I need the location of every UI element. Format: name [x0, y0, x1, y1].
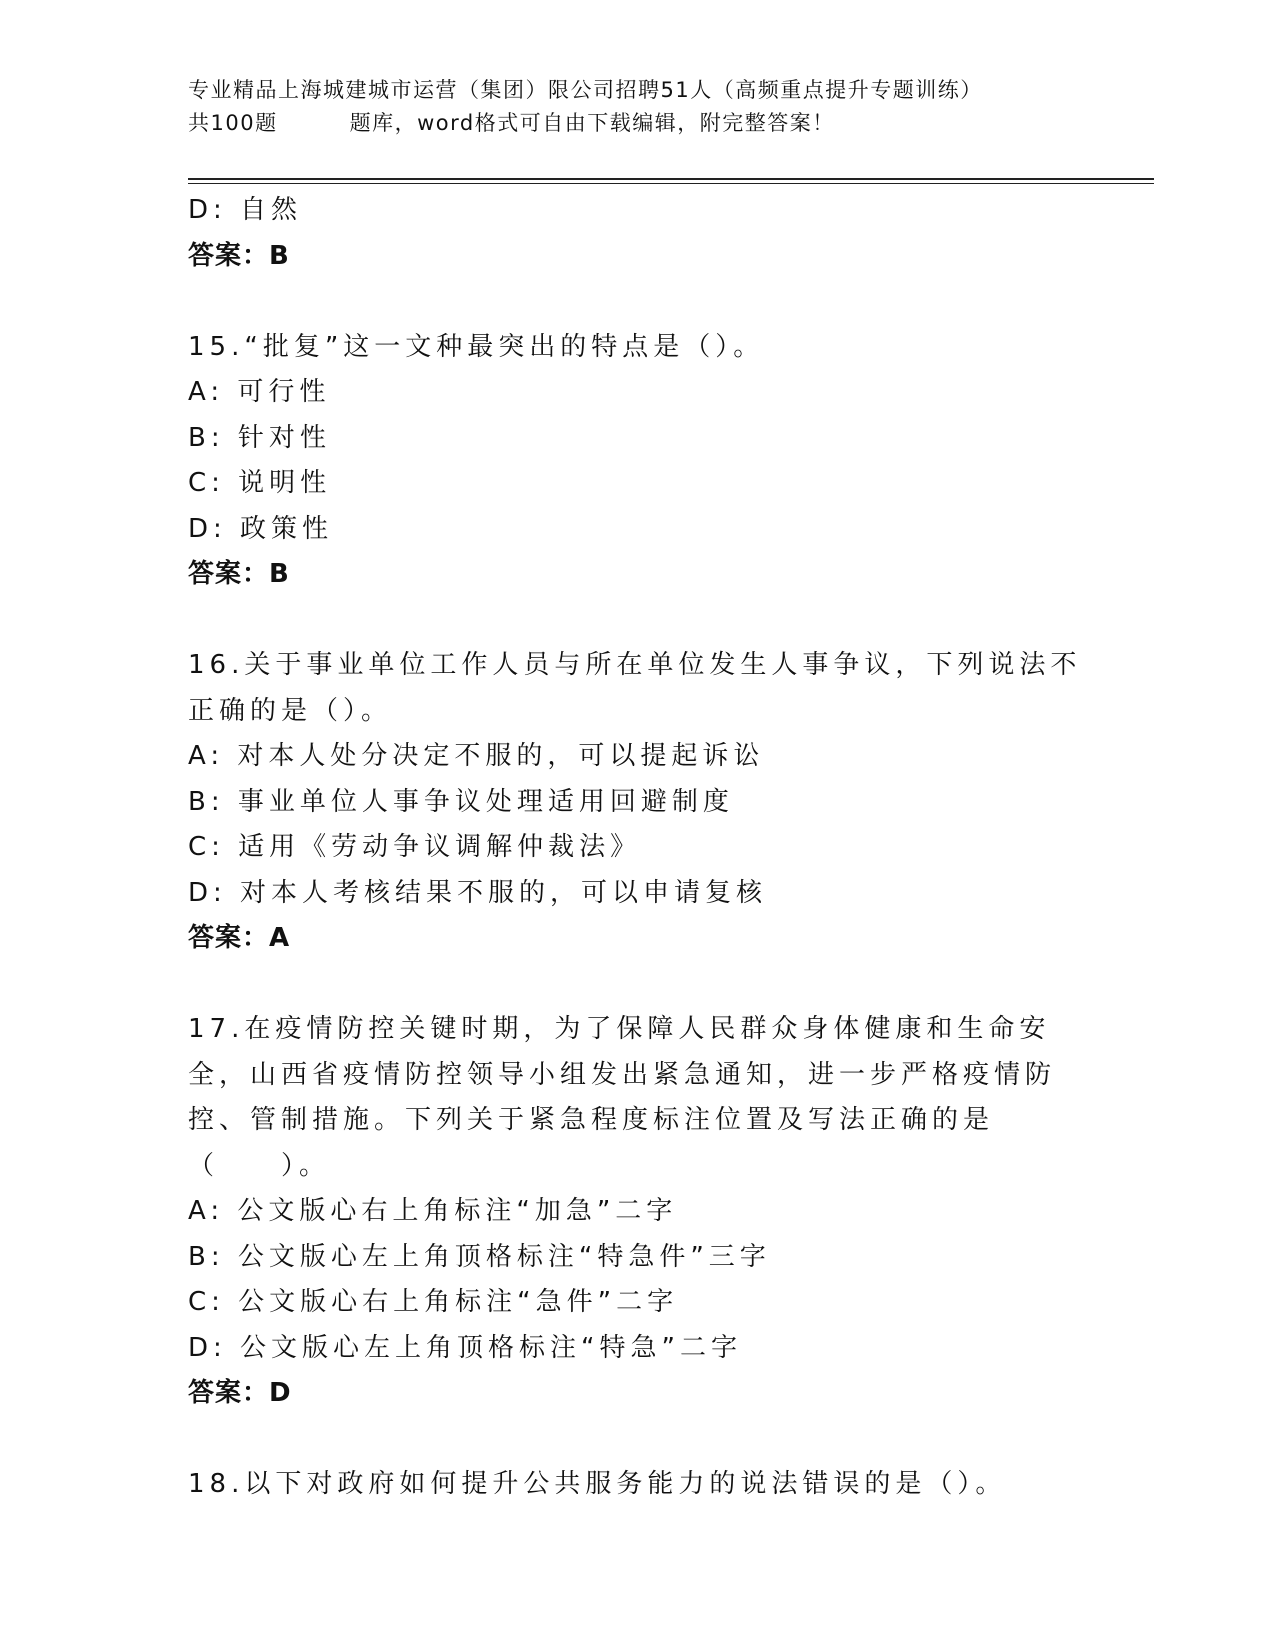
header-rule-thick	[188, 178, 1154, 180]
question-16-option-a: A: 对本人处分决定不服的，可以提起诉讼	[188, 741, 765, 771]
question-16-answer: 答案：A	[188, 923, 291, 953]
question-16-option-b: B: 事业单位人事争议处理适用回避制度	[188, 786, 734, 817]
question-16-option-c: C: 适用《劳动争议调解仲裁法》	[188, 832, 642, 862]
question-18-text: 18.以下对政府如何提升公共服务能力的说法错误的是（）。	[188, 1469, 1007, 1499]
document-header	[188, 74, 1148, 140]
question-15	[188, 325, 1088, 598]
prev-answer: 答案：B	[188, 240, 290, 271]
question-15-option-d: D: 政策性	[188, 513, 334, 544]
question-15-option-b: B: 针对性	[188, 422, 331, 453]
question-list	[188, 188, 1088, 1508]
question-15-text: 15.“批复”这一文种最突出的特点是（）。	[188, 331, 765, 362]
question-18	[188, 1462, 1088, 1508]
header-subtitle-line	[188, 107, 1148, 140]
prev-option-d: D: 自然	[188, 195, 303, 225]
question-17	[188, 1007, 1088, 1417]
question-17-option-b: B: 公文版心左上角顶格标注“特急件”三字	[188, 1241, 771, 1272]
header-question-count: 共100题	[188, 111, 278, 135]
header-description: 题库，word格式可自由下载编辑，附完整答案！	[349, 111, 835, 135]
question-17-option-a: A: 公文版心右上角标注“加急”二字	[188, 1196, 678, 1226]
header-title-line: 专业精品上海城建城市运营（集团）限公司招聘51人（高频重点提升专题训练）	[188, 78, 983, 102]
question-17-answer: 答案：D	[188, 1378, 292, 1408]
question-17-option-d: D: 公文版心左上角顶格标注“特急”二字	[188, 1332, 742, 1363]
question-15-answer: 答案：B	[188, 559, 290, 589]
question-15-option-c: C: 说明性	[188, 468, 332, 498]
question-16	[188, 643, 1088, 962]
question-16-text: 16.关于事业单位工作人员与所在单位发生人事争议，下列说法不正确的是（）。	[188, 650, 1082, 726]
header-rule-thin	[188, 183, 1154, 184]
question-16-option-d: D: 对本人考核结果不服的，可以申请复核	[188, 877, 768, 908]
question-15-option-a: A: 可行性	[188, 377, 331, 407]
question-17-text: 17.在疫情防控关键时期，为了保障人民群众身体健康和生命安全，山西省疫情防控领导小组发出紧急通知，进一步严格疫情防控、管制措施。下列关于紧急程度标注位置及写法正确的是（ ）。	[188, 1014, 1057, 1181]
question-17-option-c: C: 公文版心右上角标注“急件”二字	[188, 1287, 679, 1317]
